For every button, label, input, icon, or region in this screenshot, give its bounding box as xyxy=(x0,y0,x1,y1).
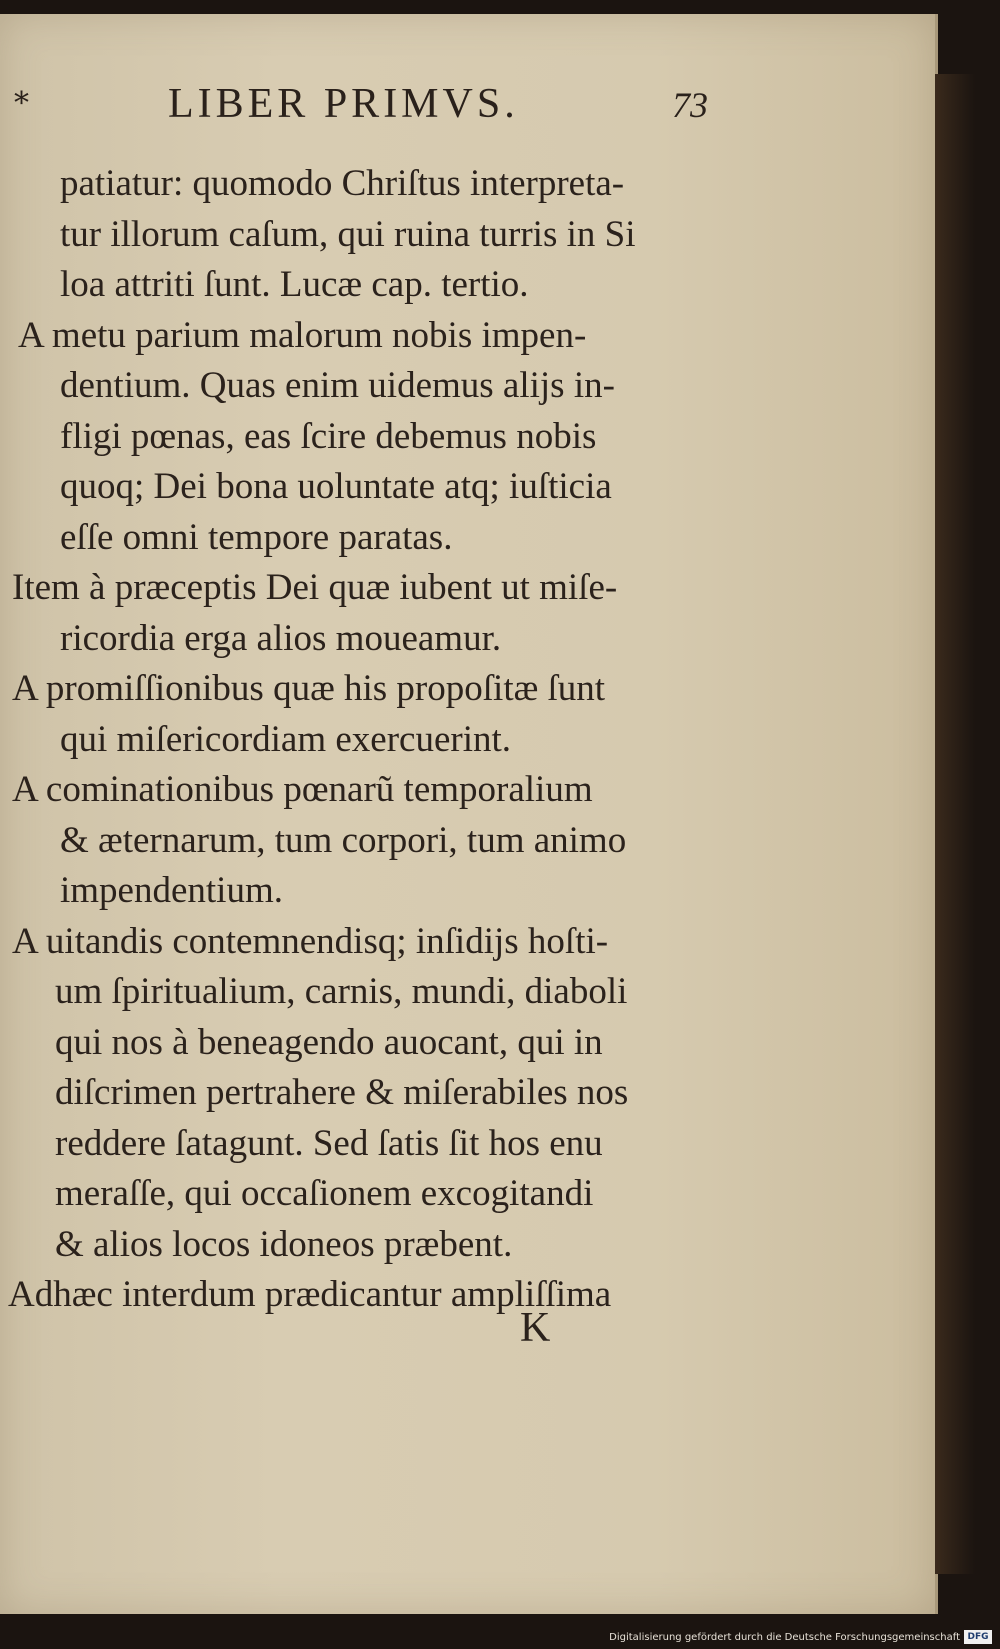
text-line: & æternarum, tum corpori, tum animo xyxy=(60,819,627,861)
text-line: impendentium. xyxy=(60,870,283,911)
text-line: loa attriti ſunt. Lucæ cap. tertio. xyxy=(60,264,529,305)
folio-number: 73 xyxy=(672,85,708,125)
text-line: tur illorum caſum, qui ruina turris in Si xyxy=(60,213,636,255)
text-line: quoq; Dei bona uoluntate atq; iuſticia xyxy=(60,466,612,507)
text-line: Item à præceptis Dei quæ iubent ut miſe- xyxy=(12,567,618,608)
footer-bar xyxy=(0,1619,1000,1649)
running-title: LIBER PRIMVS. xyxy=(168,81,519,127)
text-line: A promiſſionibus quæ his propoſitæ ſunt xyxy=(12,668,606,709)
text-line: diſcrimen pertrahere & miſerabiles nos xyxy=(55,1072,629,1113)
text-line: um ſpiritualium, carnis, mundi, diaboli xyxy=(55,971,628,1012)
text-line: patiatur: quomodo Chriſtus interpreta- xyxy=(60,163,625,204)
book-page xyxy=(0,14,938,1614)
text-line: fligi pœnas, eas ſcire debemus nobis xyxy=(60,415,597,457)
text-line: Adhæc interdum prædicantur ampliſſima xyxy=(8,1274,612,1315)
text-line: meraſſe, qui occaſionem excogitandi xyxy=(55,1173,594,1214)
running-header xyxy=(0,80,935,140)
dfg-logo: DFG xyxy=(964,1630,992,1644)
body-text xyxy=(0,159,760,1321)
header-mark: * xyxy=(14,86,29,121)
text-line: A cominationibus pœnarũ temporalium xyxy=(12,769,593,810)
text-line: & alios locos idoneos præbent. xyxy=(55,1223,513,1265)
page-edge-shadow xyxy=(935,74,975,1574)
text-line: A uitandis contemnendisq; inſidijs hoſti- xyxy=(12,920,609,962)
text-line: qui miſericordiam exercuerint. xyxy=(60,718,512,760)
text-line: ricordia erga alios moueamur. xyxy=(60,617,502,659)
signature-mark: K xyxy=(520,1305,551,1351)
digitization-credit: Digitalisierung gefördert durch die Deutsche Forschungsgemeinschaft xyxy=(609,1632,960,1643)
text-line: dentium. Quas enim uidemus alijs in- xyxy=(60,365,615,406)
text-line: A metu parium malorum nobis impen- xyxy=(18,314,587,356)
text-line: reddere ſatagunt. Sed ſatis ſit hos enu xyxy=(55,1122,603,1164)
text-line: qui nos à beneagendo auocant, qui in xyxy=(55,1021,603,1063)
text-line: eſſe omni tempore paratas. xyxy=(60,516,453,558)
